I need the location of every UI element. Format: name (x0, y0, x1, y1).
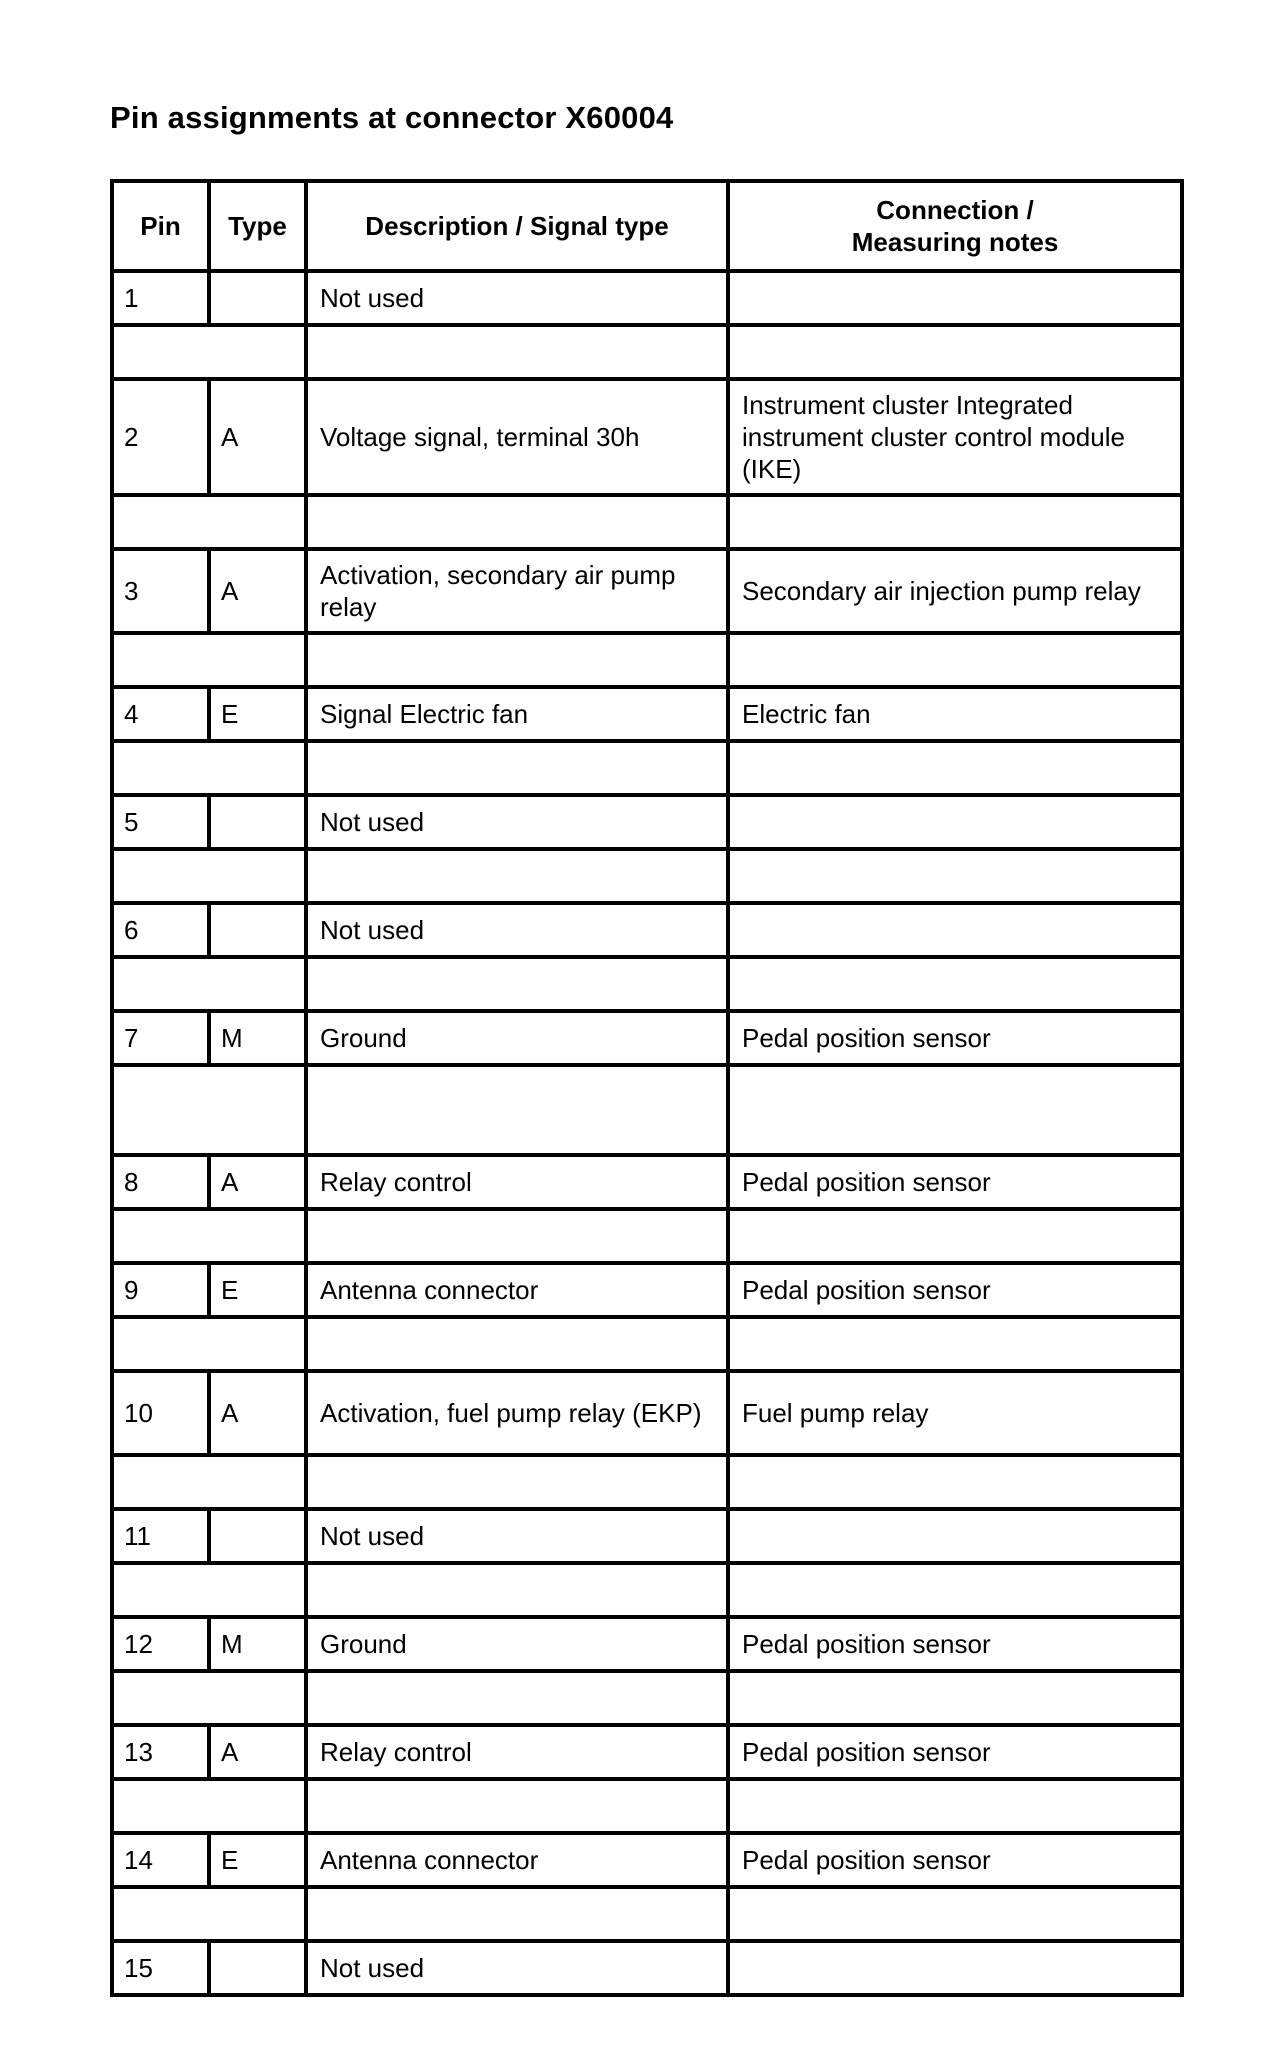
description-cell: Relay control (306, 1725, 728, 1779)
header-connection-line2: Measuring notes (851, 227, 1059, 257)
description-cell: Not used (306, 1941, 728, 1995)
description-cell: Not used (306, 271, 728, 325)
pin-cell: 3 (112, 549, 209, 633)
type-cell: A (209, 1725, 306, 1779)
type-cell: A (209, 549, 306, 633)
pin-cell: 11 (112, 1509, 209, 1563)
spacer-row (112, 1065, 1182, 1155)
pin-cell: 15 (112, 1941, 209, 1995)
table-row (112, 271, 1182, 325)
type-cell: M (209, 1617, 306, 1671)
type-cell: E (209, 1263, 306, 1317)
connection-cell: Secondary air injection pump relay (728, 549, 1182, 633)
spacer-row (112, 1455, 1182, 1509)
description-cell: Ground (306, 1617, 728, 1671)
spacer-row (112, 495, 1182, 549)
pin-cell: 6 (112, 903, 209, 957)
spacer-row (112, 957, 1182, 1011)
type-cell: E (209, 687, 306, 741)
spacer-row (112, 1317, 1182, 1371)
type-cell: E (209, 1833, 306, 1887)
spacer-row (112, 1887, 1182, 1941)
connection-cell: Pedal position sensor (728, 1725, 1182, 1779)
pin-cell: 4 (112, 687, 209, 741)
table-row (112, 1725, 1182, 1779)
description-cell: Ground (306, 1011, 728, 1065)
pin-cell: 12 (112, 1617, 209, 1671)
pin-cell: 13 (112, 1725, 209, 1779)
table-header-row (112, 181, 1182, 271)
type-cell: M (209, 1011, 306, 1065)
pin-cell: 5 (112, 795, 209, 849)
spacer-row (112, 1209, 1182, 1263)
header-connection (728, 181, 1182, 271)
description-cell: Relay control (306, 1155, 728, 1209)
description-cell: Not used (306, 795, 728, 849)
table-row (112, 1263, 1182, 1317)
description-cell: Activation, secondary air pump relay (306, 549, 728, 633)
spacer-row (112, 849, 1182, 903)
table-row (112, 1155, 1182, 1209)
connection-cell: Pedal position sensor (728, 1011, 1182, 1065)
pin-cell: 7 (112, 1011, 209, 1065)
table-row (112, 1941, 1182, 1995)
connection-cell (728, 903, 1182, 957)
description-cell: Activation, fuel pump relay (EKP) (306, 1371, 728, 1455)
type-cell (209, 795, 306, 849)
type-cell (209, 1509, 306, 1563)
connection-cell: Instrument cluster Integrated instrument cluster control module (IKE) (728, 379, 1182, 495)
description-cell: Antenna connector (306, 1263, 728, 1317)
header-description: Description / Signal type (306, 181, 728, 271)
spacer-row (112, 1779, 1182, 1833)
type-cell: A (209, 1371, 306, 1455)
connection-cell: Pedal position sensor (728, 1155, 1182, 1209)
description-cell: Not used (306, 903, 728, 957)
connection-cell (728, 795, 1182, 849)
page-title: Pin assignments at connector X60004 (110, 100, 674, 135)
table-row (112, 1617, 1182, 1671)
table-row (112, 1371, 1182, 1455)
connection-cell: Pedal position sensor (728, 1617, 1182, 1671)
table-row (112, 1833, 1182, 1887)
connection-cell (728, 1941, 1182, 1995)
connection-cell: Electric fan (728, 687, 1182, 741)
table-row (112, 549, 1182, 633)
spacer-row (112, 633, 1182, 687)
table-row (112, 795, 1182, 849)
description-cell: Signal Electric fan (306, 687, 728, 741)
connection-cell (728, 271, 1182, 325)
table-row (112, 1509, 1182, 1563)
spacer-row (112, 325, 1182, 379)
description-cell: Voltage signal, terminal 30h (306, 379, 728, 495)
pin-cell: 2 (112, 379, 209, 495)
description-cell: Antenna connector (306, 1833, 728, 1887)
type-cell: A (209, 379, 306, 495)
type-cell: A (209, 1155, 306, 1209)
table-row (112, 1011, 1182, 1065)
type-cell (209, 1941, 306, 1995)
type-cell (209, 903, 306, 957)
pin-cell: 14 (112, 1833, 209, 1887)
table-row (112, 903, 1182, 957)
connection-cell: Fuel pump relay (728, 1371, 1182, 1455)
table-row (112, 687, 1182, 741)
pin-cell: 1 (112, 271, 209, 325)
pin-cell: 9 (112, 1263, 209, 1317)
header-type: Type (209, 181, 306, 271)
spacer-row (112, 1671, 1182, 1725)
table-row (112, 379, 1182, 495)
header-connection-line1: Connection / (876, 195, 1034, 225)
header-pin: Pin (112, 181, 209, 271)
spacer-row (112, 741, 1182, 795)
connection-cell: Pedal position sensor (728, 1833, 1182, 1887)
pin-assignment-table (110, 179, 1184, 1997)
connection-cell: Pedal position sensor (728, 1263, 1182, 1317)
description-cell: Not used (306, 1509, 728, 1563)
connection-cell (728, 1509, 1182, 1563)
spacer-row (112, 1563, 1182, 1617)
type-cell (209, 271, 306, 325)
pin-cell: 8 (112, 1155, 209, 1209)
pin-cell: 10 (112, 1371, 209, 1455)
